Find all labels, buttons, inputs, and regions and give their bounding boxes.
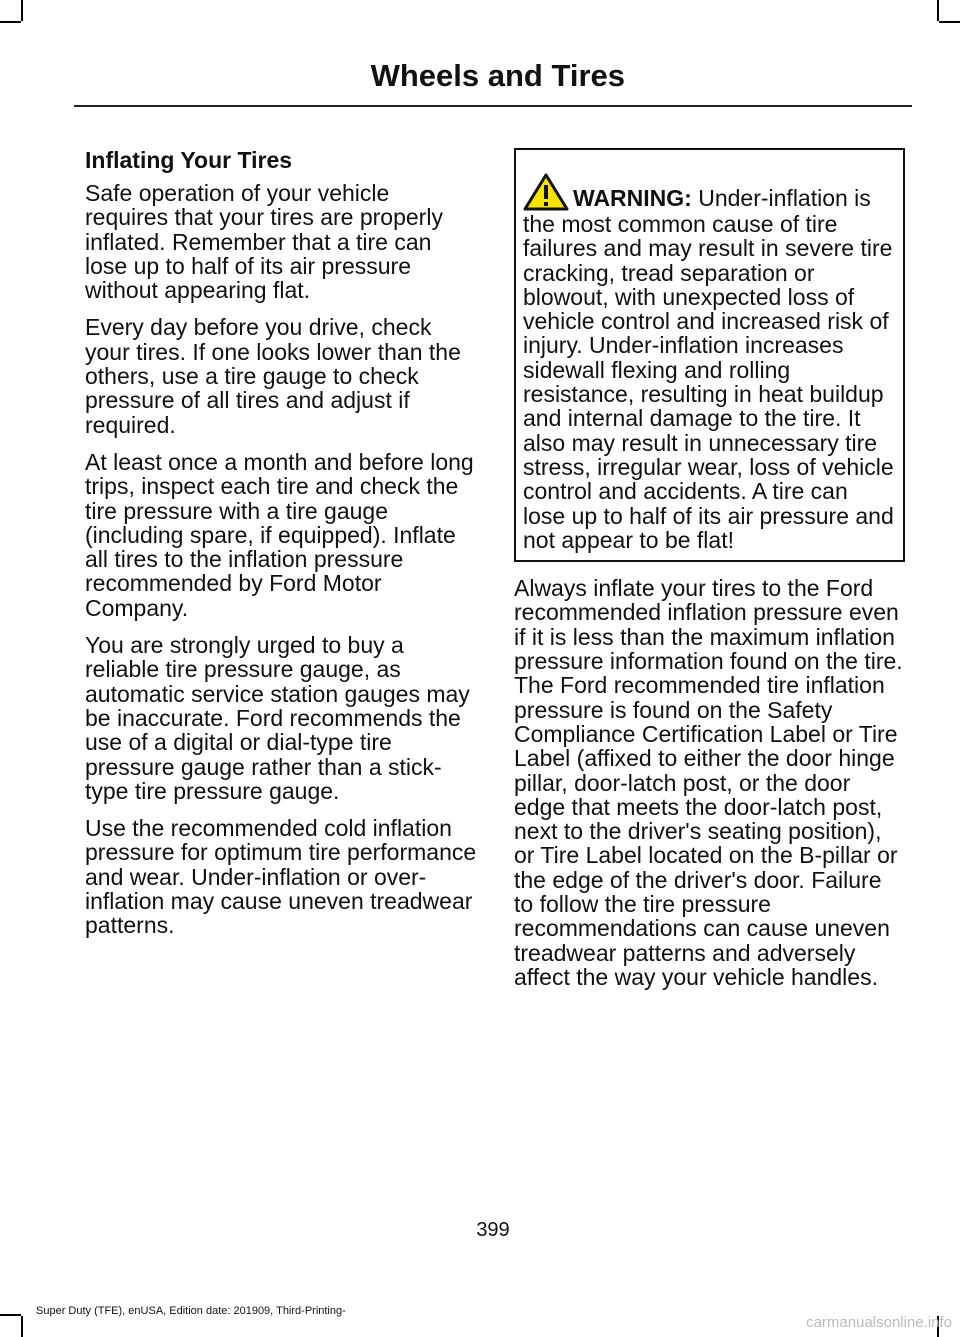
warning-triangle-icon — [523, 172, 569, 212]
crop-mark-top-left — [21, 0, 23, 21]
header-rule — [74, 105, 912, 107]
paragraph: Use the recommended cold inflation pressure for optimum tire performance and wear. Under-inflation or over-inflation may cause uneven treadwear patterns. — [85, 815, 477, 939]
warning-text — [523, 172, 895, 552]
paragraph: Always inflate your tires to the Ford recommended inflation pressure even if it is less than the maximum inflation pressure information found on the tire. The Ford recommended tire inflation pressure is found on the Safety Compliance Certification Label or Tire Label (affixed to either the door hinge pillar, door-latch post, or the door edge that meets the door-latch post, next to the driver's seating position), or Tire Label located on the B-pillar or the edge of the driver's door. Failure to follow the tire pressure recommendations can cause uneven treadwear patterns and adversely affect the way your vehicle handles. — [514, 575, 903, 990]
warning-box — [514, 148, 905, 562]
watermark: carmanualsonline.info — [806, 1314, 952, 1331]
page-title: Wheels and Tires — [370, 58, 625, 93]
paragraph: At least once a month and before long trips, inspect each tire and check the tire pressure with a tire gauge (including spare, if equipped). Inflate all tires to the inflation pressure recommended by Ford Motor Company. — [85, 448, 474, 621]
paragraph: Every day before you drive, check your tires. If one looks lower than the others, use a tire gauge to check pressure of all tires and adjust if required. — [85, 314, 461, 438]
edition-info: Super Duty (TFE), enUSA, Edition date: 201909, Third-Printing- — [36, 1305, 346, 1317]
crop-mark-top-right — [937, 0, 939, 21]
crop-mark-bottom-left-h — [0, 1314, 21, 1316]
crop-mark-top-right-h — [939, 21, 960, 23]
crop-mark-bottom-left — [21, 1316, 23, 1337]
warning-body: Under-inflation is the most common cause of tire failures and may result in severe tire cracking, tread separation or blowout, with unexpected loss of vehicle control and increased risk of injury. Under-inflation increases sidewall flexing and rolling resistance, resulting in heat buildup and internal damage to the tire. It also may result in unnecessary tire stress, irregular wear, loss of vehicle control and accidents. A tire can lose up to half of its air pressure and not appear to be flat! — [523, 185, 894, 553]
paragraph: Safe operation of your vehicle requires that your tires are properly inflated. Remember that a tire can lose up to half of its air pressure without appearing flat. — [85, 180, 443, 304]
crop-mark-top-left-h — [0, 21, 21, 23]
left-column — [85, 148, 477, 951]
paragraph: You are strongly urged to buy a reliable tire pressure gauge, as automatic service station gauges may be inaccurate. Ford recommends the use of a digital or dial-type tire pressure gauge rather than a stick-type tire pressure gauge. — [85, 632, 470, 804]
right-column — [514, 148, 906, 1002]
warning-label: WARNING: — [573, 185, 692, 211]
section-heading: Inflating Your Tires — [85, 147, 293, 173]
page-number: 399 — [476, 1219, 510, 1241]
